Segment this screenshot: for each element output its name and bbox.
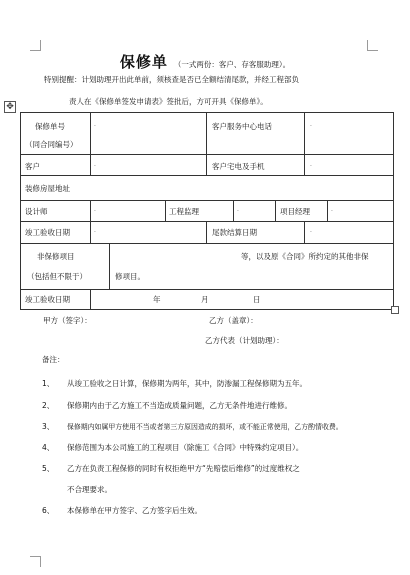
label-supervisor: 工程监理: [169, 207, 199, 216]
notice-line-1: 特别提醒：计划助理开出此单前，须核查是否已全额结清尾款，并经工程部负: [44, 75, 299, 84]
table-rule: [233, 200, 234, 221]
non-warranty-text-line-1: 等，以及原《合同》所约定的其他非保: [241, 252, 369, 261]
non-warranty-text-line-2: 修项目。: [115, 272, 145, 281]
label-customer-phone: 客户宅电及手机: [212, 162, 265, 171]
cell-end-mark: .: [310, 161, 312, 168]
label-customer: 客户: [25, 162, 40, 171]
table-rule: [327, 200, 328, 221]
cell-end-mark: .: [331, 206, 333, 213]
label-completion-date-2: 竣工验收日期: [25, 295, 70, 304]
party-a-signature-label: 甲方（签字）：: [43, 316, 92, 325]
remark-text: 本保修单在甲方签字、乙方签字后生效。: [67, 506, 202, 515]
remark-number: 5、: [42, 464, 55, 473]
label-order-no: 保修单号: [35, 122, 65, 131]
cell-end-mark: .: [94, 227, 96, 234]
table-rule: [304, 221, 305, 243]
remark-text: 从竣工验收之日计算，保修期为两年，其中，防渗漏工程保修期为五年。: [67, 379, 307, 388]
date-month-label: 月: [201, 295, 209, 304]
remark-number: 3、: [42, 422, 55, 431]
remark-number: 4、: [42, 443, 55, 452]
cell-end-mark: .: [94, 206, 96, 213]
table-rule: [109, 243, 110, 289]
party-b-representative-label: 乙方代表（计划助理）：: [205, 336, 284, 345]
page-corner-mark: [30, 556, 41, 567]
remarks-heading: 备注：: [42, 355, 65, 364]
label-order-no-note: （同合同编号）: [25, 140, 78, 149]
label-designer: 设计师: [25, 207, 48, 216]
warranty-form-table: [20, 112, 394, 310]
table-rule: [21, 175, 393, 176]
cell-end-mark: .: [94, 121, 96, 128]
cell-end-mark: .: [310, 121, 312, 128]
cell-end-mark: .: [94, 161, 96, 168]
party-b-seal-label: 乙方（盖章）：: [209, 316, 258, 325]
label-non-warranty: 非保修项目: [37, 252, 75, 261]
table-rule: [304, 113, 305, 175]
table-rule: [21, 289, 393, 290]
label-final-payment-date: 尾款结算日期: [212, 228, 257, 237]
table-rule: [21, 243, 393, 244]
table-rule: [90, 221, 91, 243]
document-title: [0, 51, 410, 72]
table-rule: [21, 221, 393, 222]
label-project-manager: 项目经理: [280, 207, 310, 216]
title-subtitle: （一式两份：客户、存客服助理）。: [173, 60, 291, 69]
table-rule: [90, 289, 91, 309]
date-year-label: 年: [153, 295, 161, 304]
remark-text: 保修期内如属甲方使用不当或者第三方原因造成的损坏，或不能正常使用，乙方酌情收费。: [67, 423, 343, 431]
remark-text: 保修范围为本公司施工的工程项目（除施工《合同》中特殊约定项目）。: [67, 443, 304, 452]
table-rule: [206, 221, 207, 243]
label-completion-date: 竣工验收日期: [25, 228, 70, 237]
table-move-handle-icon[interactable]: ✥: [4, 101, 16, 113]
table-rule: [165, 200, 166, 221]
table-rule: [21, 154, 393, 155]
label-address: 装修房屋地址: [25, 184, 70, 193]
table-rule: [275, 200, 276, 221]
remark-number: 6、: [42, 506, 55, 515]
remark-text: 乙方在负责工程保修的同时有权拒绝甲方“先赔偿后维修”的过度维权之: [67, 464, 300, 473]
remark-text: 不合理要求。: [67, 485, 112, 494]
cell-end-mark: .: [237, 206, 239, 213]
remark-text: 保修期内由于乙方施工不当造成质量问题，乙方无条件地进行维修。: [67, 401, 292, 410]
table-rule: [90, 200, 91, 221]
table-rule: [21, 200, 393, 201]
page-corner-mark: [367, 40, 378, 51]
label-non-warranty-note: （包括但不限于）: [27, 272, 87, 281]
remark-number: 2、: [42, 401, 55, 410]
table-resize-handle[interactable]: [391, 306, 399, 314]
table-rule: [90, 113, 91, 175]
remark-number: 1、: [42, 379, 55, 388]
page-corner-mark: [30, 40, 41, 51]
date-day-label: 日: [253, 295, 261, 304]
notice-line-2: 责人在《保修单签发申请表》签批后，方可开具《保修单》。: [69, 97, 268, 106]
cell-end-mark: .: [310, 227, 312, 234]
label-service-phone: 客户服务中心电话: [212, 122, 272, 131]
table-rule: [206, 113, 207, 175]
title-text: 保修单: [119, 53, 168, 71]
